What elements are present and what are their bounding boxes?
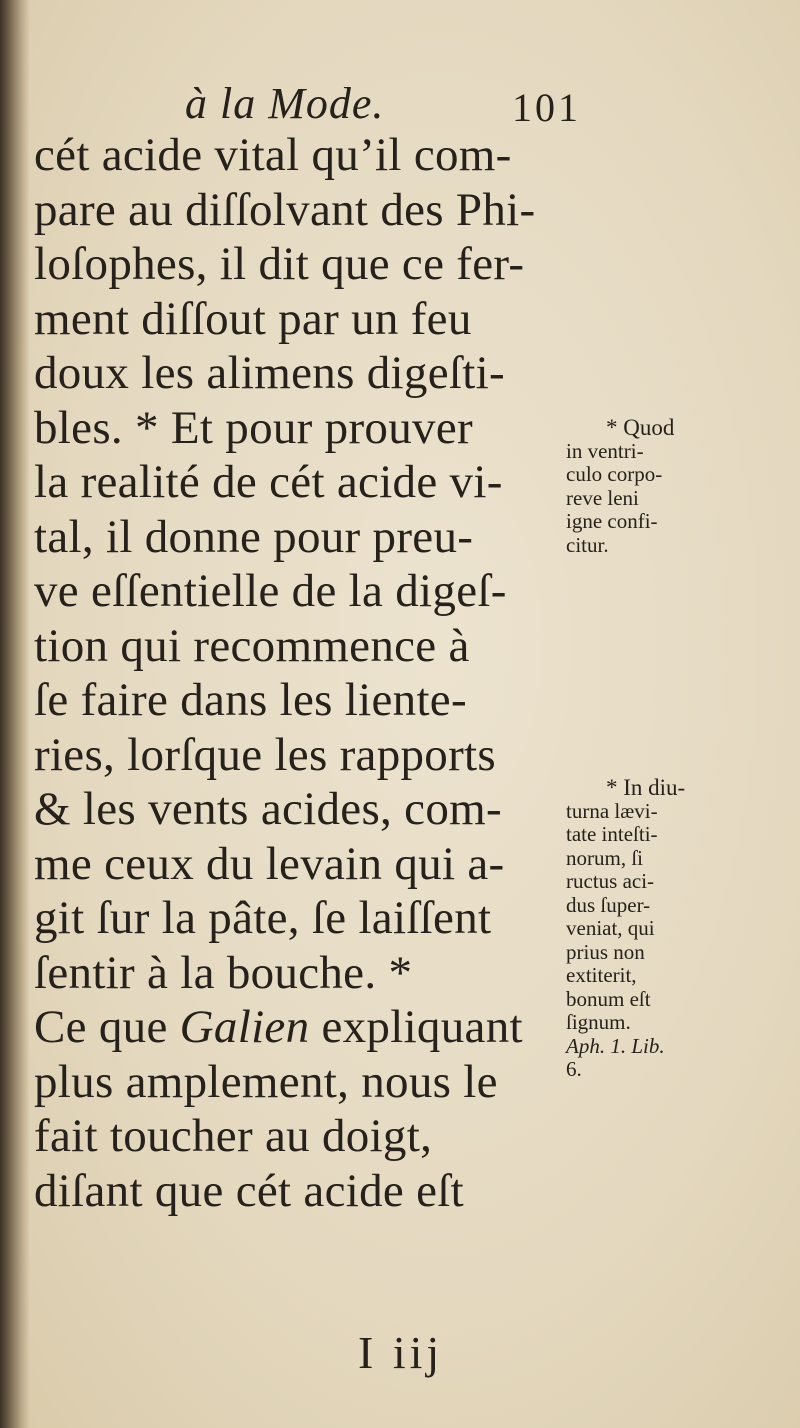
text-line: diſant que cét acide eſt	[34, 1164, 464, 1217]
note-line: * In diu-	[606, 775, 686, 800]
margin-note-quod	[566, 416, 746, 557]
binding-gutter	[0, 0, 30, 1428]
text-line: loſophes, il dit que ce fer-	[34, 238, 525, 290]
note-line: igne confi-	[566, 509, 658, 533]
page-number: 101	[512, 85, 581, 130]
note-line: culo corpo-	[566, 462, 663, 486]
text-line: ſentir à la bouche. *	[34, 946, 413, 999]
running-head: à la Mode.	[185, 79, 385, 128]
margin-note-in-diuturna	[566, 776, 746, 1082]
text-line: bles. * Et pour prouver	[34, 401, 473, 454]
galien-before: Ce que	[34, 1001, 180, 1053]
signature-mark: I iij	[358, 1327, 444, 1378]
note-line: 6.	[566, 1057, 582, 1081]
text-line: git ſur la pâte, ſe laiſſent	[34, 892, 492, 944]
note-line: in ventri-	[566, 438, 644, 463]
text-line: ment diſſout par un feu	[34, 292, 472, 345]
body-text	[34, 128, 574, 1218]
note-line: ructus aci-	[566, 869, 655, 893]
note-line: tate inteſti-	[566, 822, 658, 846]
text-line: & les vents acides, com-	[34, 783, 502, 835]
note-line: dus ſuper-	[566, 892, 651, 917]
note-line: extiterit,	[566, 963, 637, 987]
note-line: citur.	[566, 532, 609, 557]
text-line: ries, lorſque les rapports	[34, 728, 497, 781]
note-reference: Aph. 1. Lib.	[566, 1033, 665, 1058]
text-line: la realité de cét acide vi-	[34, 456, 503, 508]
note-line: veniat, qui	[566, 916, 655, 940]
text-line: ve eſſentielle de la digeſ-	[34, 565, 507, 617]
galien-after: expliquant	[309, 1001, 523, 1053]
text-line: fait toucher au doigt,	[34, 1110, 433, 1162]
galien-name: Galien	[179, 1001, 310, 1053]
text-line: tion qui recommence à	[34, 619, 470, 672]
text-line: doux les alimens digeſti-	[34, 347, 505, 399]
text-line: cét acide vital qu’il com-	[34, 129, 512, 181]
note-line: bonum eſt	[566, 986, 651, 1011]
text-line: plus amplement, nous le	[34, 1055, 498, 1108]
text-line-galien	[34, 1000, 574, 1055]
note-line: reve leni	[566, 485, 639, 510]
note-line: prius non	[566, 939, 645, 964]
text-line: ſe faire dans les liente-	[34, 674, 467, 726]
text-line: tal, il donne pour preu-	[34, 510, 474, 563]
note-line: norum, ſi	[566, 845, 643, 870]
text-line: me ceux du levain qui a-	[34, 837, 505, 890]
note-line: * Quod	[606, 415, 675, 440]
note-line: ſignum.	[566, 1010, 631, 1034]
note-line: turna lævi-	[566, 798, 658, 823]
text-line: pare au diſſolvant des Phi-	[34, 183, 536, 236]
